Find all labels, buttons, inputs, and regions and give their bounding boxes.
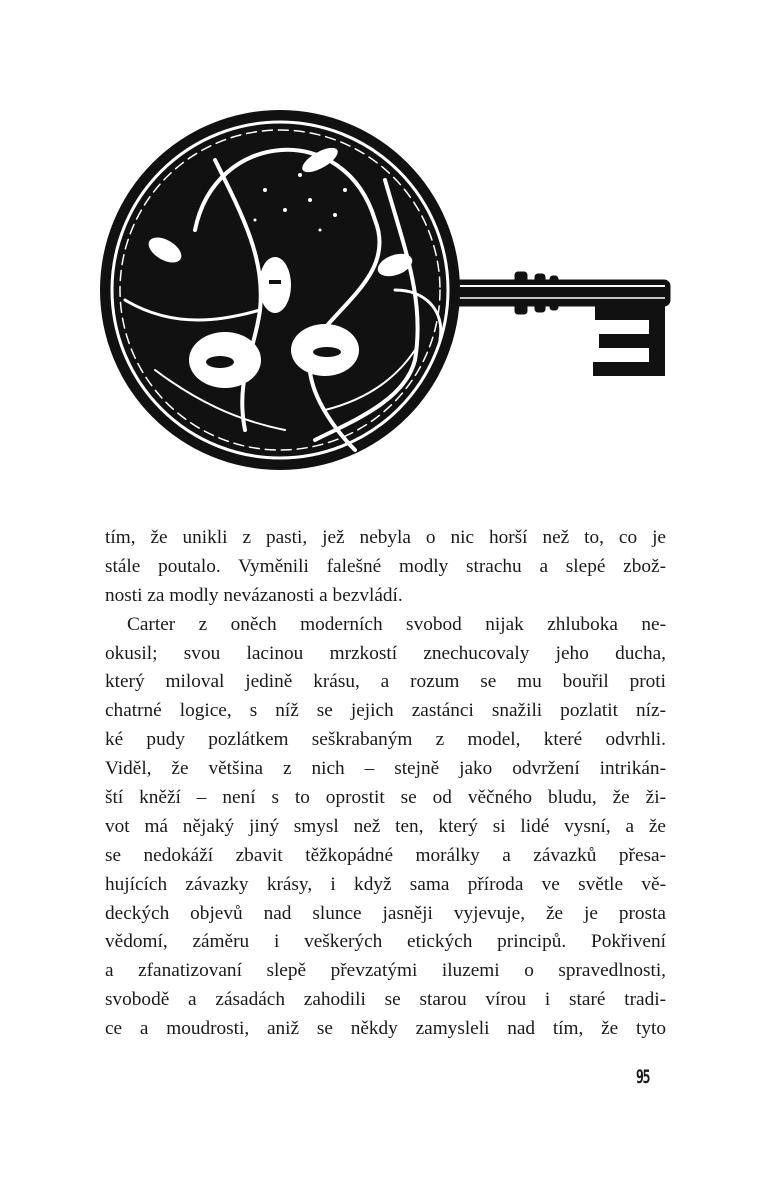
text-line: Carter z oněch moderních svobod nijak zhluboka ne- bbox=[127, 613, 666, 635]
text-line: ce a moudrosti, aniž se někdy zamysleli nad tím, že tyto bbox=[105, 1018, 666, 1040]
text-line: ští kněží – není s to oprostit se od věčného bludu, že ži- bbox=[105, 787, 666, 809]
key-engraving-icon bbox=[95, 100, 685, 480]
text-line: ké pudy pozlátkem seškrabaným z model, které odvrhli. bbox=[105, 729, 666, 751]
text-line: vědomí, záměru i veškerých etických principů. Pokřivení bbox=[105, 931, 666, 953]
text-line: tím, že unikli z pasti, jež nebyla o nic horší než to, co je bbox=[105, 527, 666, 548]
text-line: chatrné logice, s níž se jejich zastánci snažili pozlatit níz- bbox=[105, 700, 666, 722]
text-line: vot má nějaký jiný smysl než ten, který si lidé vysní, a že bbox=[105, 815, 666, 837]
text-line: hujících závazky krásy, i když sama příroda ve světle vě- bbox=[105, 873, 666, 895]
page-number: 95 bbox=[635, 1066, 650, 1088]
text-line: stále poutalo. Vyměnili falešné modly strachu a slepé zbož- bbox=[105, 555, 666, 577]
text-line: který miloval jedině krásu, a rozum se mu bouřil proti bbox=[105, 671, 666, 693]
body-text bbox=[105, 524, 666, 1044]
text-line: deckých objevů nad slunce jasněji vyjevuje, že je prosta bbox=[105, 902, 666, 924]
key-illustration bbox=[95, 100, 685, 480]
text-line: nosti za modly nevázanosti a bezvládí. bbox=[105, 584, 403, 606]
text-line: okusil; svou lacinou mrzkostí znechucovaly jeho ducha, bbox=[105, 642, 666, 664]
text-line: a zfanatizovaní slepě převzatými iluzemi o spravedlnosti, bbox=[105, 960, 666, 982]
text-line: svobodě a zásadách zahodili se starou vírou i staré tradi- bbox=[105, 989, 666, 1011]
text-line: Viděl, že většina z nich – stejně jako odvržení intrikán- bbox=[105, 758, 666, 780]
text-line: se nedokáží zbavit těžkopádné morálky a závazků přesa- bbox=[105, 844, 666, 866]
